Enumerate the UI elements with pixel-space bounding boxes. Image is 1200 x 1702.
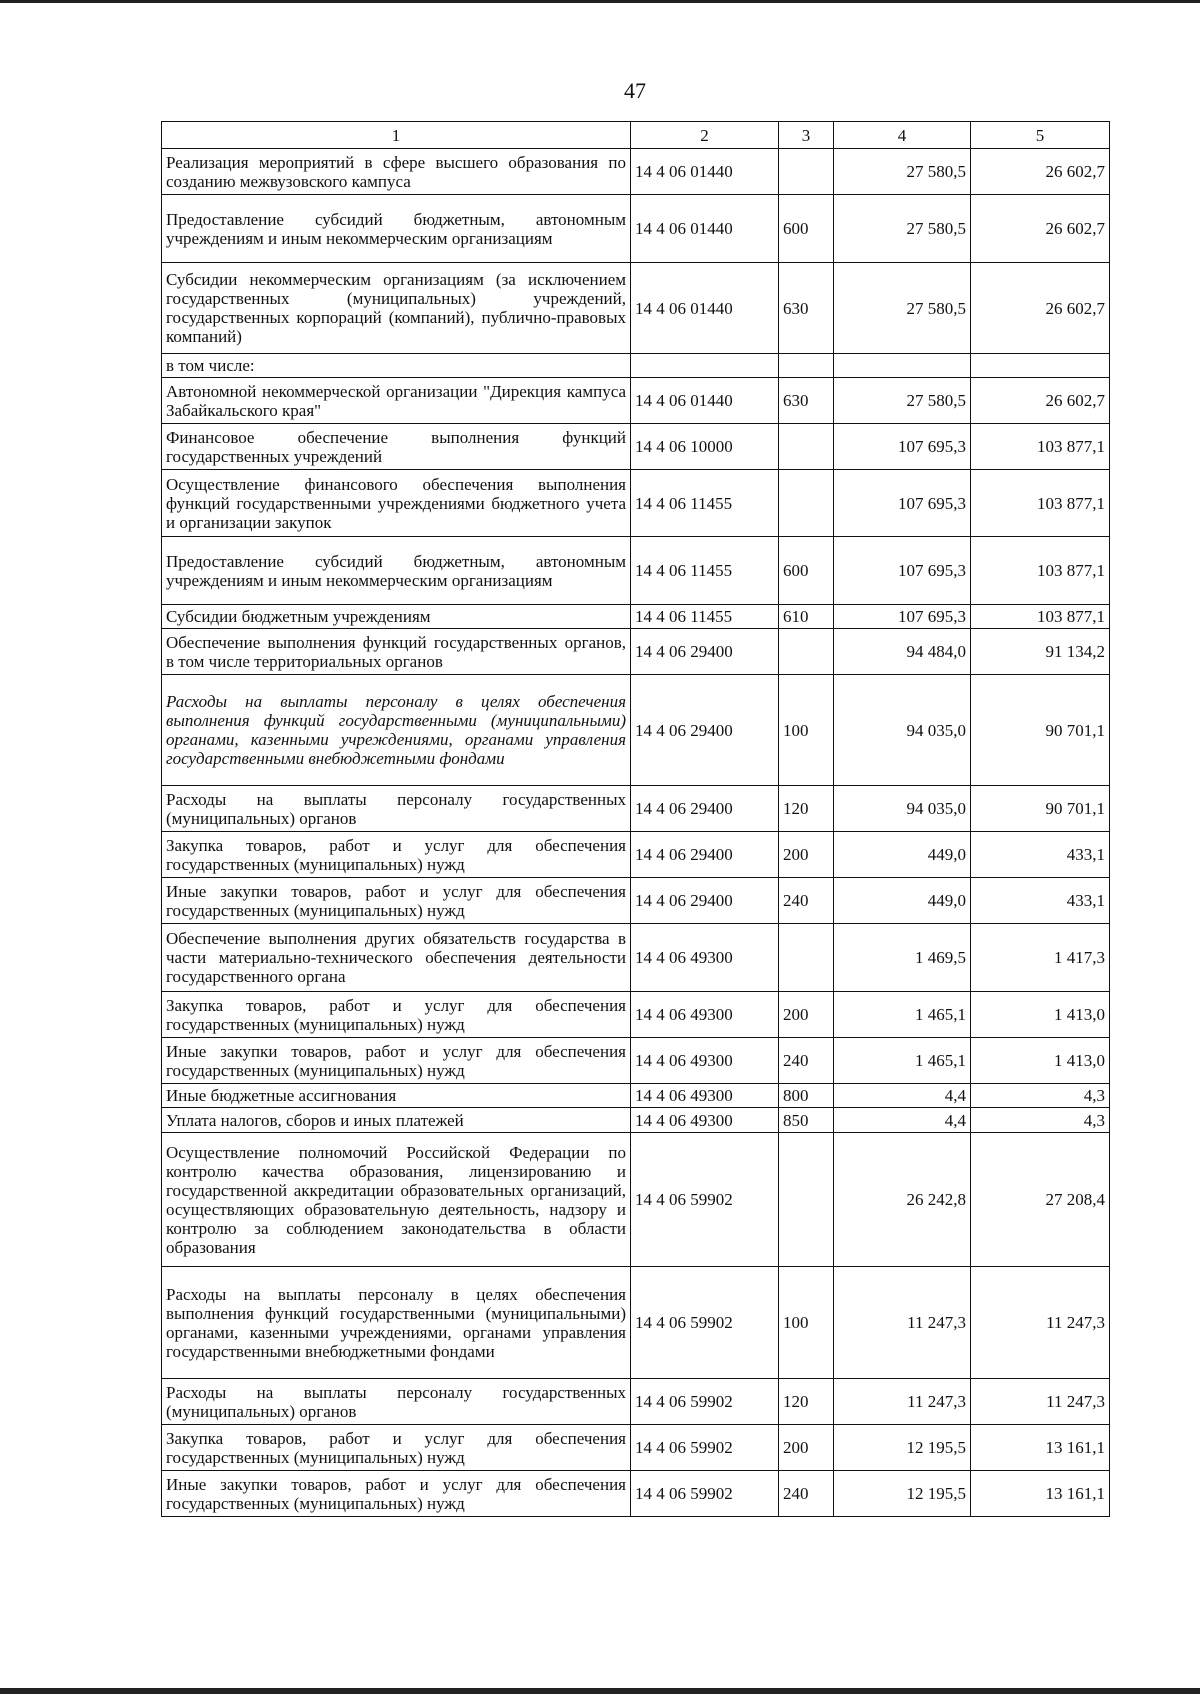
- table-row: [162, 675, 1110, 786]
- row-name-cell: Обеспечение выполнения функций государственных органов, в том числе территориальных органов: [162, 629, 631, 675]
- row-value-2023-cell: 4,4: [834, 1084, 971, 1108]
- row-value-2024-cell: 1 417,3: [971, 924, 1110, 992]
- row-value-2024-cell: 26 602,7: [971, 149, 1110, 195]
- row-value-2024-cell: 103 877,1: [971, 470, 1110, 537]
- row-name-cell: Обеспечение выполнения других обязательств государства в части материально-технического обеспечения деятельности государственного органа: [162, 924, 631, 992]
- row-value-2023-cell: 449,0: [834, 878, 971, 924]
- row-type-cell: 200: [779, 832, 834, 878]
- row-name-cell: Иные закупки товаров, работ и услуг для обеспечения государственных (муниципальных) нужд: [162, 1471, 631, 1517]
- row-name-cell: Автономной некоммерческой организации "Дирекция кампуса Забайкальского края": [162, 378, 631, 424]
- row-code-cell: 14 4 06 11455: [631, 537, 779, 605]
- row-type-cell: 120: [779, 1379, 834, 1425]
- row-value-2024-cell: [971, 354, 1110, 378]
- row-value-2023-cell: 94 035,0: [834, 675, 971, 786]
- table-row: [162, 832, 1110, 878]
- row-name-cell: Финансовое обеспечение выполнения функций государственных учреждений: [162, 424, 631, 470]
- row-value-2024-cell: 103 877,1: [971, 537, 1110, 605]
- row-value-2024-cell: 1 413,0: [971, 992, 1110, 1038]
- row-code-cell: 14 4 06 01440: [631, 263, 779, 354]
- row-code-cell: 14 4 06 01440: [631, 378, 779, 424]
- table-row: [162, 1038, 1110, 1084]
- table-row: [162, 1471, 1110, 1517]
- table-row: [162, 1425, 1110, 1471]
- row-type-cell: 630: [779, 378, 834, 424]
- row-code-cell: 14 4 06 49300: [631, 924, 779, 992]
- row-type-cell: 600: [779, 537, 834, 605]
- row-code-cell: [631, 354, 779, 378]
- row-code-cell: 14 4 06 49300: [631, 1108, 779, 1133]
- row-name-cell: в том числе:: [162, 354, 631, 378]
- table-row: [162, 924, 1110, 992]
- row-name-cell: Предоставление субсидий бюджетным, автономным учреждениям и иным некоммерческим организациям: [162, 195, 631, 263]
- table-row: [162, 1267, 1110, 1379]
- row-code-cell: 14 4 06 59902: [631, 1471, 779, 1517]
- table-row: [162, 470, 1110, 537]
- row-name-cell: Расходы на выплаты персоналу государственных (муниципальных) органов: [162, 1379, 631, 1425]
- row-value-2023-cell: 27 580,5: [834, 149, 971, 195]
- row-value-2024-cell: 11 247,3: [971, 1267, 1110, 1379]
- row-name-cell: Уплата налогов, сборов и иных платежей: [162, 1108, 631, 1133]
- row-name-cell: Иные закупки товаров, работ и услуг для обеспечения государственных (муниципальных) нужд: [162, 878, 631, 924]
- row-type-cell: 100: [779, 1267, 834, 1379]
- row-type-cell: 100: [779, 675, 834, 786]
- row-type-cell: 850: [779, 1108, 834, 1133]
- row-type-cell: 630: [779, 263, 834, 354]
- column-header: 2: [631, 122, 779, 149]
- row-value-2023-cell: 107 695,3: [834, 424, 971, 470]
- row-code-cell: 14 4 06 29400: [631, 832, 779, 878]
- table-row: [162, 537, 1110, 605]
- column-header: 1: [162, 122, 631, 149]
- row-value-2024-cell: 1 413,0: [971, 1038, 1110, 1084]
- row-type-cell: [779, 1133, 834, 1267]
- row-value-2023-cell: 4,4: [834, 1108, 971, 1133]
- row-name-cell: Реализация мероприятий в сфере высшего образования по созданию межвузовского кампуса: [162, 149, 631, 195]
- table-row: [162, 1108, 1110, 1133]
- table-row: [162, 605, 1110, 629]
- row-type-cell: 200: [779, 992, 834, 1038]
- row-code-cell: 14 4 06 01440: [631, 149, 779, 195]
- row-name-cell: Закупка товаров, работ и услуг для обеспечения государственных (муниципальных) нужд: [162, 1425, 631, 1471]
- table-row: [162, 629, 1110, 675]
- row-name-cell: Расходы на выплаты персоналу в целях обеспечения выполнения функций государственными (муниципальными) органами, казенными учреждениями, органами управления государственными внебюджетными фондами: [162, 675, 631, 786]
- row-code-cell: 14 4 06 11455: [631, 605, 779, 629]
- table-row: [162, 424, 1110, 470]
- row-value-2023-cell: 12 195,5: [834, 1471, 971, 1517]
- table-row: [162, 786, 1110, 832]
- page-number: 47: [624, 78, 646, 103]
- column-header: 5: [971, 122, 1110, 149]
- row-type-cell: [779, 424, 834, 470]
- row-type-cell: 610: [779, 605, 834, 629]
- row-name-cell: Закупка товаров, работ и услуг для обеспечения государственных (муниципальных) нужд: [162, 832, 631, 878]
- row-code-cell: 14 4 06 49300: [631, 1038, 779, 1084]
- row-value-2024-cell: 91 134,2: [971, 629, 1110, 675]
- row-name-cell: Субсидии некоммерческим организациям (за исключением государственных (муниципальных) учреждений, государственных корпораций (компаний), публично-правовых компаний): [162, 263, 631, 354]
- row-type-cell: 800: [779, 1084, 834, 1108]
- column-header: 3: [779, 122, 834, 149]
- table-row: [162, 1133, 1110, 1267]
- row-value-2023-cell: 94 484,0: [834, 629, 971, 675]
- table-row: [162, 378, 1110, 424]
- row-type-cell: 240: [779, 878, 834, 924]
- scan-top-border: [0, 0, 1200, 3]
- row-type-cell: [779, 629, 834, 675]
- row-value-2024-cell: 4,3: [971, 1084, 1110, 1108]
- row-value-2024-cell: 433,1: [971, 832, 1110, 878]
- row-type-cell: 240: [779, 1471, 834, 1517]
- row-type-cell: [779, 470, 834, 537]
- row-code-cell: 14 4 06 29400: [631, 878, 779, 924]
- row-code-cell: 14 4 06 49300: [631, 992, 779, 1038]
- row-type-cell: [779, 149, 834, 195]
- row-name-cell: Иные закупки товаров, работ и услуг для обеспечения государственных (муниципальных) нужд: [162, 1038, 631, 1084]
- row-value-2023-cell: [834, 354, 971, 378]
- table-row: [162, 263, 1110, 354]
- row-value-2023-cell: 27 580,5: [834, 263, 971, 354]
- row-value-2023-cell: 11 247,3: [834, 1267, 971, 1379]
- row-value-2023-cell: 449,0: [834, 832, 971, 878]
- row-code-cell: 14 4 06 01440: [631, 195, 779, 263]
- table-row: [162, 149, 1110, 195]
- row-type-cell: [779, 354, 834, 378]
- row-value-2024-cell: 26 602,7: [971, 378, 1110, 424]
- row-code-cell: 14 4 06 59902: [631, 1379, 779, 1425]
- row-value-2023-cell: 27 580,5: [834, 378, 971, 424]
- row-value-2024-cell: 26 602,7: [971, 263, 1110, 354]
- row-name-cell: Предоставление субсидий бюджетным, автономным учреждениям и иным некоммерческим организациям: [162, 537, 631, 605]
- row-code-cell: 14 4 06 10000: [631, 424, 779, 470]
- table-row: [162, 1084, 1110, 1108]
- table-row: [162, 878, 1110, 924]
- row-type-cell: 240: [779, 1038, 834, 1084]
- budget-table: [161, 121, 1110, 1517]
- row-value-2024-cell: 13 161,1: [971, 1425, 1110, 1471]
- row-value-2024-cell: 103 877,1: [971, 424, 1110, 470]
- table-header-row: [162, 122, 1110, 149]
- row-value-2023-cell: 26 242,8: [834, 1133, 971, 1267]
- row-value-2024-cell: 11 247,3: [971, 1379, 1110, 1425]
- row-value-2023-cell: 94 035,0: [834, 786, 971, 832]
- row-value-2023-cell: 11 247,3: [834, 1379, 971, 1425]
- row-code-cell: 14 4 06 29400: [631, 629, 779, 675]
- row-value-2024-cell: 103 877,1: [971, 605, 1110, 629]
- row-name-cell: Закупка товаров, работ и услуг для обеспечения государственных (муниципальных) нужд: [162, 992, 631, 1038]
- table-row: [162, 354, 1110, 378]
- row-code-cell: 14 4 06 29400: [631, 786, 779, 832]
- row-value-2024-cell: 4,3: [971, 1108, 1110, 1133]
- column-header: 4: [834, 122, 971, 149]
- table-row: [162, 195, 1110, 263]
- row-value-2023-cell: 12 195,5: [834, 1425, 971, 1471]
- table-row: [162, 1379, 1110, 1425]
- row-type-cell: [779, 924, 834, 992]
- row-value-2024-cell: 13 161,1: [971, 1471, 1110, 1517]
- row-name-cell: Расходы на выплаты персоналу государственных (муниципальных) органов: [162, 786, 631, 832]
- row-value-2023-cell: 107 695,3: [834, 470, 971, 537]
- row-name-cell: Осуществление финансового обеспечения выполнения функций государственными учреждениями бюджетного учета и организации закупок: [162, 470, 631, 537]
- row-code-cell: 14 4 06 29400: [631, 675, 779, 786]
- row-type-cell: 600: [779, 195, 834, 263]
- row-value-2024-cell: 90 701,1: [971, 786, 1110, 832]
- row-value-2024-cell: 433,1: [971, 878, 1110, 924]
- row-value-2024-cell: 27 208,4: [971, 1133, 1110, 1267]
- row-type-cell: 200: [779, 1425, 834, 1471]
- row-value-2024-cell: 90 701,1: [971, 675, 1110, 786]
- table-row: [162, 992, 1110, 1038]
- row-value-2023-cell: 1 469,5: [834, 924, 971, 992]
- row-code-cell: 14 4 06 59902: [631, 1425, 779, 1471]
- row-code-cell: 14 4 06 11455: [631, 470, 779, 537]
- row-code-cell: 14 4 06 49300: [631, 1084, 779, 1108]
- row-value-2023-cell: 107 695,3: [834, 605, 971, 629]
- scan-bottom-border: [0, 1688, 1200, 1694]
- row-name-cell: Осуществление полномочий Российской Федерации по контролю качества образования, лицензированию и государственной аккредитации образовательных организаций, осуществляющих образовательную деятельность, надзору и контролю за соблюдением законодательства в области образования: [162, 1133, 631, 1267]
- row-value-2023-cell: 1 465,1: [834, 1038, 971, 1084]
- row-code-cell: 14 4 06 59902: [631, 1133, 779, 1267]
- row-value-2023-cell: 107 695,3: [834, 537, 971, 605]
- row-name-cell: Расходы на выплаты персоналу в целях обеспечения выполнения функций государственными (муниципальными) органами, казенными учреждениями, органами управления государственными внебюджетными фондами: [162, 1267, 631, 1379]
- row-code-cell: 14 4 06 59902: [631, 1267, 779, 1379]
- row-type-cell: 120: [779, 786, 834, 832]
- row-name-cell: Субсидии бюджетным учреждениям: [162, 605, 631, 629]
- row-name-cell: Иные бюджетные ассигнования: [162, 1084, 631, 1108]
- row-value-2024-cell: 26 602,7: [971, 195, 1110, 263]
- row-value-2023-cell: 1 465,1: [834, 992, 971, 1038]
- budget-table-body: [162, 122, 1110, 1517]
- row-value-2023-cell: 27 580,5: [834, 195, 971, 263]
